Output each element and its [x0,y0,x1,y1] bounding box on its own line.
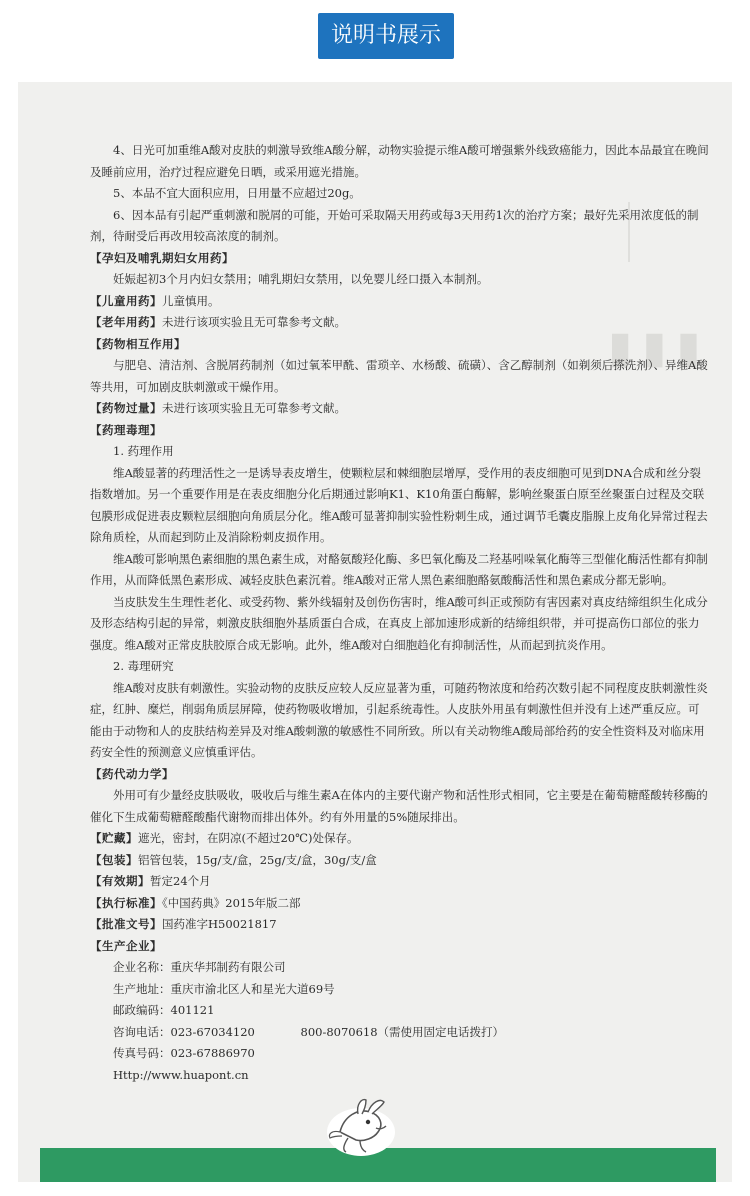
section-heading-interaction: 【药物相互作用】 [90,336,186,351]
section-heading-pharmtox: 【药理毒理】 [90,422,162,437]
precaution-item-6: 6、因本品有引起严重刺激和脱屑的可能，开始可采取隔天用药或每3天用药1次的治疗方案；最好先采用浓度低的制剂，待耐受后再改用较高浓度的制剂。 [90,207,699,243]
pk-text: 外用可有少量经皮肤吸收，吸收后与维生素A在体内的主要代谢产物和活性形式相同，它主要是在葡萄糖醛酸转移酶的催化下生成葡萄糖醛酸酯代谢物而排出体外。约有外用量的5%随尿排出。 [90,788,708,824]
fax-label: 传真号码： [113,1046,171,1060]
section-heading-approval: 【批准文号】 [90,917,162,931]
section-heading-storage: 【贮藏】 [90,831,138,845]
company-row [90,957,710,979]
fax-row [90,1043,710,1065]
pregnancy-text: 妊娠起初3个月内妇女禁用；哺乳期妇女禁用，以免婴儿经口摄入本制剂。 [113,272,489,286]
standard-text: 《中国药典》2015年版二部 [162,895,301,910]
company-value: 重庆华邦制药有限公司 [170,960,286,974]
address-label: 生产地址： [113,981,171,996]
section-heading-validity: 【有效期】 [90,874,150,888]
website-row [90,1065,710,1087]
section-overdose [90,398,710,420]
subheading-pharmacology: 1. 药理作用 [113,444,174,458]
overdose-text: 未进行该项实验且无可靠参考文献。 [162,401,346,415]
approval-text: 国药准字H50021817 [162,917,277,931]
section-heading-package: 【包装】 [90,852,138,867]
package-text: 铝管包装，15g/支/盒，25g/支/盒，30g/支/盒 [138,852,377,867]
postcode-label: 邮政编码： [113,1003,171,1017]
precaution-item-4: 4、日光可加重维A酸对皮肤的刺激导致维A酸分解，动物实验提示维A酸可增强紫外线致癌能力，因此本品最宜在晚间及睡前应用，治疗过程应避免日晒，或采用遮光措施。 [90,143,709,179]
address-row [90,979,710,1001]
phone-row [90,1022,710,1044]
leaflet-scan [18,82,732,1182]
section-heading-overdose: 【药物过量】 [90,401,162,415]
postcode-row [90,1000,710,1022]
section-heading-standard: 【执行标准】 [90,895,162,910]
phone-label: 咨询电话： [113,1024,171,1039]
leaflet-text [90,140,710,1086]
address-value: 重庆市渝北区人和星光大道69号 [170,981,335,996]
section-heading-pregnancy: 【孕妇及哺乳期妇女用药】 [90,250,234,265]
precaution-item-5: 5、本品不宜大面积应用，日用量不应超过20g。 [113,186,361,200]
section-approval [90,914,710,936]
postcode-value: 401121 [170,1003,215,1017]
section-children [90,291,710,313]
hotline-value: 800-8070618（需使用固定电话拨打） [300,1024,505,1039]
storage-text: 遮光，密封，在阴凉(不超过20℃)处保存。 [138,831,359,845]
section-heading-manufacturer: 【生产企业】 [90,938,162,953]
pharmacology-para-2: 维A酸可影响黑色素细胞的黑色素生成，对酪氨酸羟化酶、多巴氧化酶及二羟基吲哚氧化酶等三型催化酶活性都有抑制作用，从而降低黑色素形成、减轻皮肤色素沉着。维A酸对正常人黑色素细胞酪氨酸酶活性和黑色素成分都无影响。 [90,551,708,587]
children-text: 儿童慎用。 [162,293,220,308]
phone-value: 023-67034120 [170,1024,255,1039]
validity-text: 暂定24个月 [150,874,211,888]
pharmacology-para-1: 维A酸显著的药理活性之一是诱导表皮增生，使颗粒层和棘细胞层增厚，受作用的表皮细胞可见到DNA合成和丝分裂指数增加。另一个重要作用是在表皮细胞分化后期通过影响K1、K10角蛋白酶解，影响丝聚蛋白原至丝聚蛋白过程及交联包膜形成促进表皮颗粒层细胞向角质层分化。维A酸可显著抑制实验性粉刺生成，通过调节毛囊皮脂腺上皮角化异常过程去除角质栓，从而起到防止及消除粉刺皮损作用。 [90,465,708,544]
toxicology-text: 维A酸对皮肤有刺激性。实验动物的皮肤反应较人反应显著为重，可随药物浓度和给药次数引起不同程度皮肤刺激性炎症，红肿、糜烂，削弱角质层屏障，使药物吸收增加，引起系统毒性。人皮肤外用虽有刺激性但并没有上述严重反应。可能由于动物和人的皮肤结构差异及对维A酸刺激的敏感性不同所致。所以有关动物维A酸局部给药的安全性资料及对临床用药安全性的预测意义应慎重评估。 [90,680,708,759]
section-heading-pk: 【药代动力学】 [90,766,174,781]
bleed-through-mark: ▮▮▮ [608,323,711,372]
section-heading-children: 【儿童用药】 [90,293,162,308]
section-heading-elderly: 【老年用药】 [90,315,162,329]
website-link: Http://www.huapont.cn [113,1067,249,1082]
page-title-banner: 说明书展示 [318,13,454,59]
section-storage [90,828,710,850]
mascot-logo-icon [318,1092,404,1156]
pharmacology-para-3: 当皮肤发生生理性老化、或受药物、紫外线辐射及创伤伤害时，维A酸可纠正或预防有害因素对真皮结缔组织生化成分及形态结构引起的异常，刺激皮肤细胞外基质蛋白合成，在真皮上部加速形成新的结缔组织带，并可提高伤口部位的张力强度。维A酸对正常皮肤胶原合成无影响。此外，维A酸对白细胞趋化有抑制活性，从而起到抗炎作用。 [90,594,708,652]
elderly-text: 未进行该项实验且无可靠参考文献。 [162,315,346,329]
section-package [90,850,710,872]
section-elderly [90,312,710,334]
subheading-toxicology: 2. 毒理研究 [113,659,174,673]
section-standard [90,893,710,915]
fax-value: 023-67886970 [170,1046,255,1060]
interaction-text: 与肥皂、清洁剂、含脱屑药制剂（如过氧苯甲酰、雷琐辛、水杨酸、硫磺）、含乙醇制剂（如剃须后搽洗剂）、异维A酸等共用，可加剧皮肤刺激或干燥作用。 [90,358,708,394]
section-validity [90,871,710,893]
company-label: 企业名称： [113,960,171,974]
